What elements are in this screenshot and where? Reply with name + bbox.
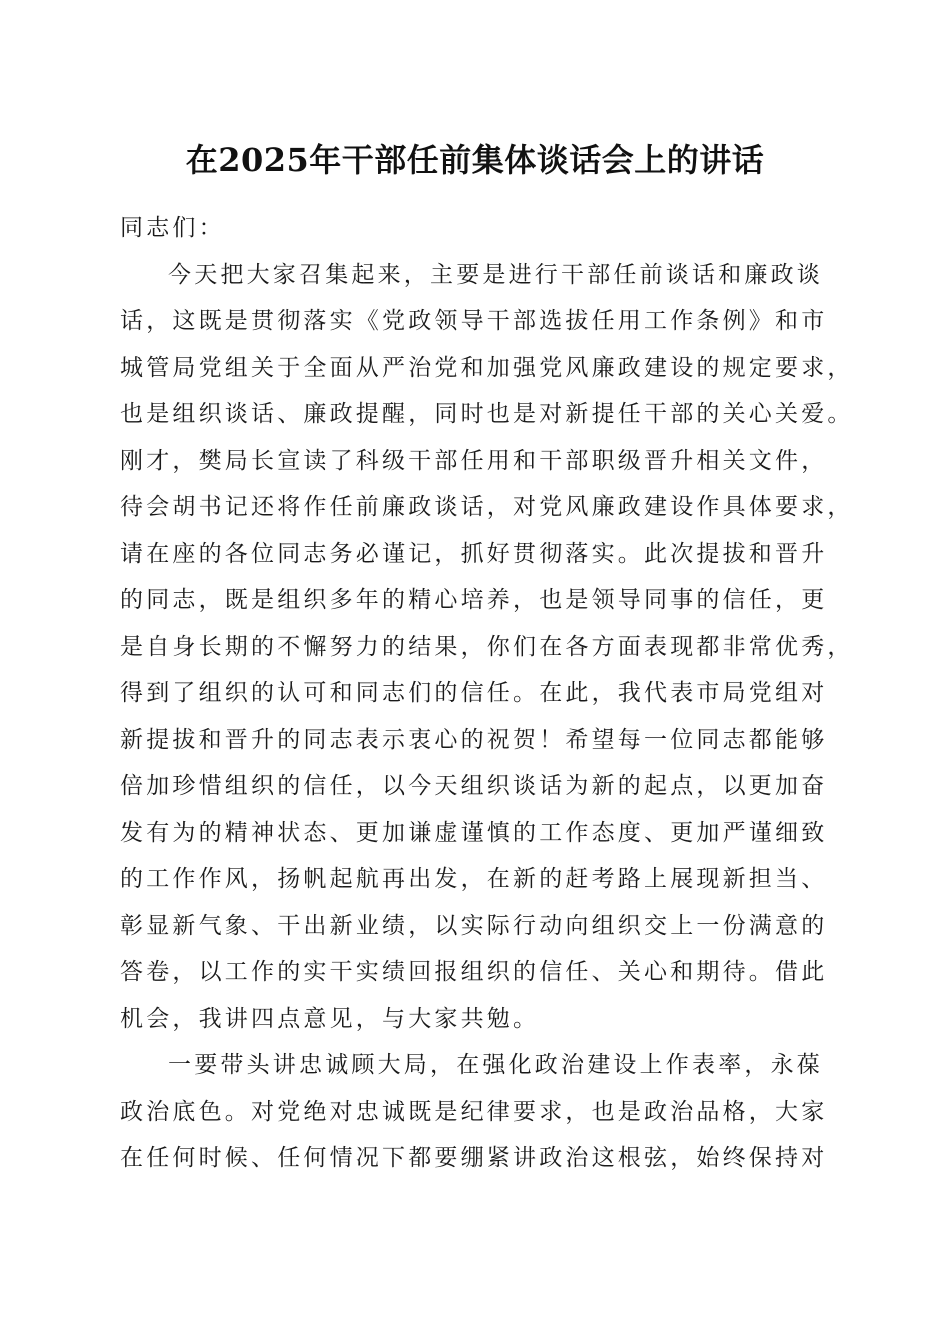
document-title: 在2025年干部任前集体谈话会上的讲话 <box>185 141 765 179</box>
document-body <box>120 205 854 1182</box>
paragraph-line: 政治底色。对党绝对忠诚既是纪律要求，也是政治品格，大家 <box>120 1098 828 1125</box>
paragraph-line: 机会，我讲四点意见，与大家共勉。 <box>120 1005 540 1032</box>
paragraph-line: 今天把大家召集起来，主要是进行干部任前谈话和廉政谈 <box>168 261 823 288</box>
paragraph-line: 的同志，既是组织多年的精心培养，也是领导同事的信任，更 <box>120 587 828 613</box>
paragraph-1 <box>120 252 854 1043</box>
paragraph-line: 新提拔和晋升的同志表示衷心的祝贺！希望每一位同志都能够 <box>120 726 828 753</box>
paragraph-line: 城管局党组关于全面从严治党和加强党风廉政建设的规定要求， <box>120 354 854 381</box>
paragraph-line: 也是组织谈话、廉政提醒，同时也是对新提任干部的关心关爱。 <box>120 401 854 427</box>
paragraph-line: 彰显新气象、干出新业绩，以实际行动向组织交上一份满意的 <box>120 912 828 939</box>
paragraph-line: 刚才，樊局长宣读了科级干部任用和干部职级晋升相关文件， <box>120 447 828 474</box>
salutation: 同志们： <box>120 215 225 241</box>
paragraph-line: 是自身长期的不懈努力的结果，你们在各方面表现都非常优秀， <box>120 633 854 660</box>
paragraph-line: 话，这既是贯彻落实《党政领导干部选拔任用工作条例》和市 <box>120 308 828 334</box>
paragraph-line: 发有为的精神状态、更加谦虚谨慎的工作态度、更加严谨细致 <box>120 819 828 846</box>
paragraph-line: 得到了组织的认可和同志们的信任。在此，我代表市局党组对 <box>120 680 828 706</box>
paragraph-line: 在任何时候、任何情况下都要绷紧讲政治这根弦，始终保持对 <box>120 1145 828 1171</box>
paragraph-line: 请在座的各位同志务必谨记，抓好贯彻落实。此次提拔和晋升 <box>120 540 828 567</box>
paragraph-line: 答卷，以工作的实干实绩回报组织的信任、关心和期待。借此 <box>120 959 828 985</box>
paragraph-line: 的工作作风，扬帆起航再出发，在新的赶考路上展现新担当、 <box>120 866 828 892</box>
paragraph-line: 一要带头讲忠诚顾大局，在强化政治建设上作表率，永葆 <box>168 1052 823 1078</box>
paragraph-line: 待会胡书记还将作任前廉政谈话，对党风廉政建设作具体要求， <box>120 494 854 520</box>
paragraph-2 <box>120 1042 832 1182</box>
paragraph-line: 倍加珍惜组织的信任，以今天组织谈话为新的起点，以更加奋 <box>120 773 828 799</box>
